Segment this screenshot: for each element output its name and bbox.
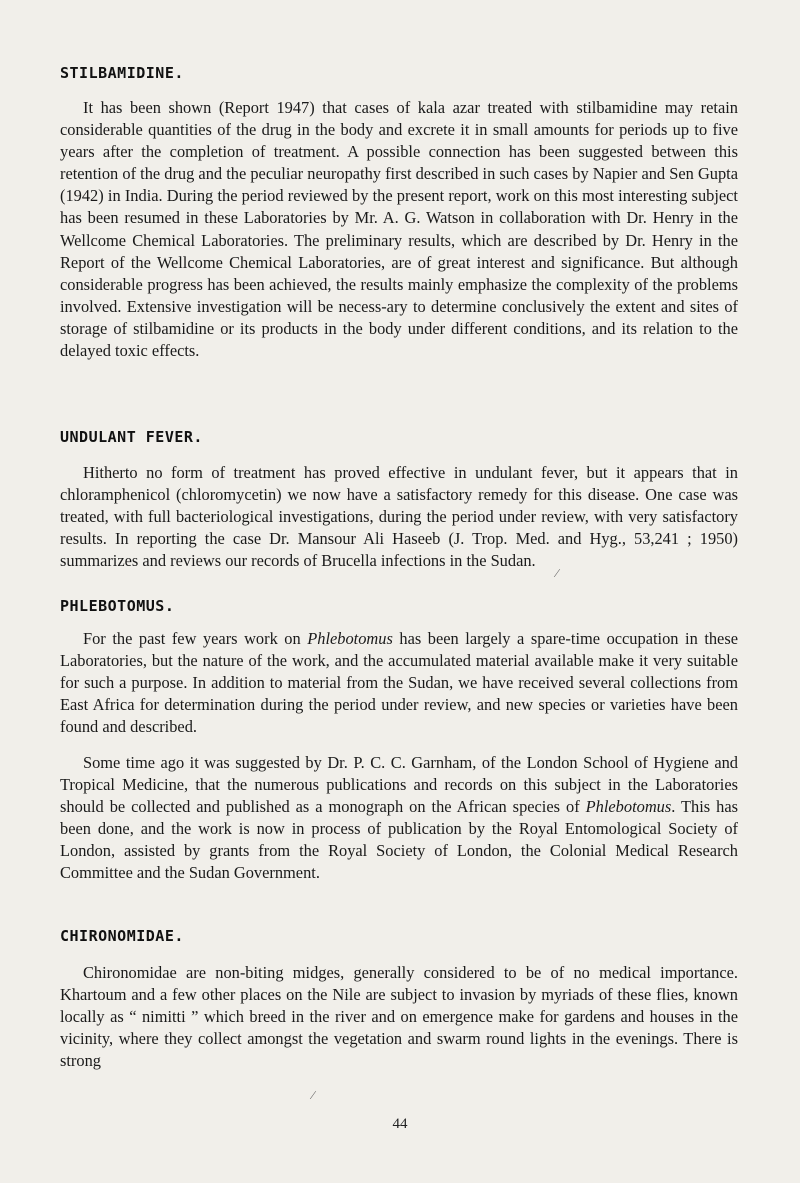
heading-chironomidae: CHIRONOMIDAE. [60,927,184,945]
paragraph-chironomidae: Chironomidae are non-biting midges, generally considered to be of no medical importance. Khartoum and a few other places on the Nile are subject to invasion by myriads of these flies, known locally as “ nimitti ” which breed in the river and on emergence make for gardens and houses in the vicinity, where they collect amongst the vegetation and swarm round lights in the evenings. There is strong [60,963,738,1071]
heading-undulant-fever: UNDULANT FEVER. [60,428,203,446]
scan-speck-mark: ∕ [556,566,559,580]
scan-speck-mark: ∕ [312,1088,315,1102]
page-number: 44 [392,1116,408,1132]
heading-phlebotomus: PHLEBOTOMUS. [60,597,175,615]
paragraph-undulant-fever: Hitherto no form of treatment has proved effective in undulant fever, but it appears that in chloramphenicol (chloromycetin) we now have a satisfactory remedy for this disease. One case was treated, with full bacteriological investigations, during the period under review, with very satisfactory results. In reporting the case Dr. Mansour Ali Haseeb (J. Trop. Med. and Hyg., 53,241 ; 1950) summarizes and reviews our records of Brucella infections in the Sudan. [60,463,738,571]
heading-stilbamidine: STILBAMIDINE. [60,64,184,82]
paragraph-phlebotomus-2: Some time ago it was suggested by Dr. P. C. C. Garnham, of the London School of Hygiene and Tropical Medicine, that the numerous publications and records on this subject in the Laboratories should be collected and published as a monograph on the African species of Phlebotomus. This has been done, and the work is now in process of publication by the Royal Entomological Society of London, assisted by grants from the Royal Society of London, the Colonial Medical Research Committee and the Sudan Government. [60,753,738,883]
paragraph-phlebotomus-1: For the past few years work on Phlebotomus has been largely a spare-time occupation in these Laboratories, but the nature of the work, and the accumulated material available make it very suitable for such a purpose. In addition to material from the Sudan, we have received several collections from East Africa for determination during the period under review, and new species or varieties have been found and described. [60,629,738,737]
paragraph-stilbamidine: It has been shown (Report 1947) that cases of kala azar treated with stilbamidine may retain considerable quantities of the drug in the body and excrete it in small amounts for periods up to five years after the completion of treatment. A possible connection has been suggested between this retention of the drug and the peculiar neuropathy first described in such cases by Napier and Sen Gupta (1942) in India. During the period reviewed by the present report, work on this most interesting subject has been resumed in these Laboratories by Mr. A. G. Watson in collaboration with Dr. Henry in the Wellcome Chemical Laboratories. The preliminary results, which are described by Dr. Henry in the Report of the Wellcome Chemical Laboratories, are of great interest and significance. But although considerable progress has been achieved, the results mainly emphasize the complexity of the problems involved. Extensive investigation will be necess-ary to determine conclusively the extent and sites of storage of stilbamidine or its products in the body under different conditions, and its relation to the delayed toxic effects. [60,98,738,361]
